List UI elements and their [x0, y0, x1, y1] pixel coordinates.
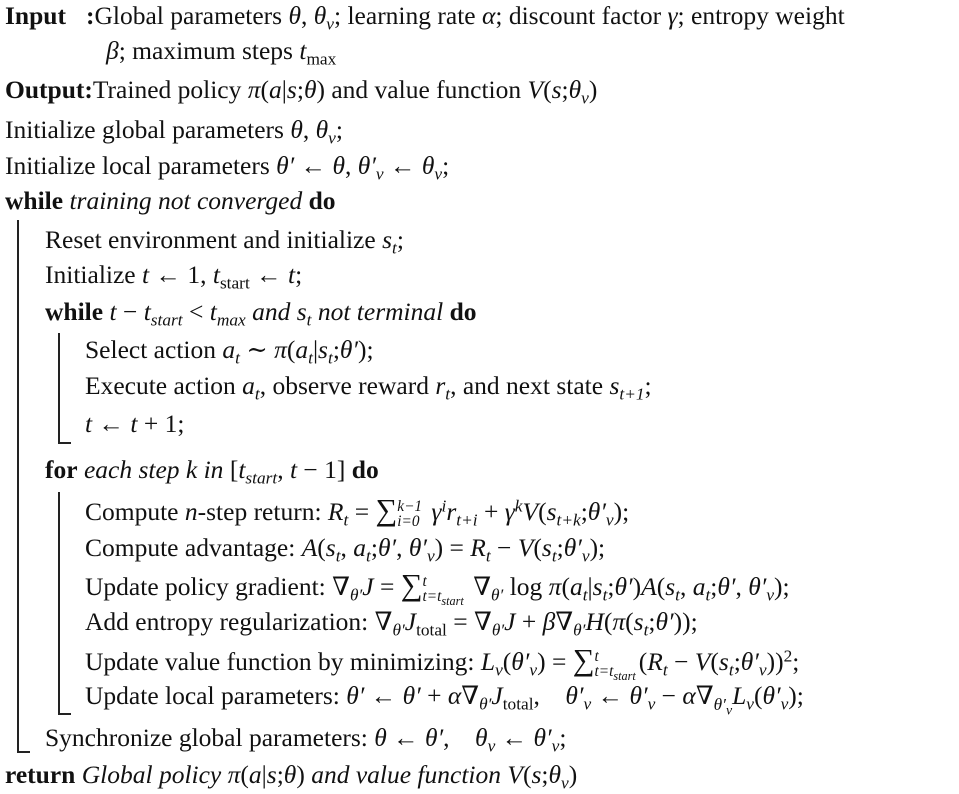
reset-env-line: Reset environment and initialize $s_t$;	[45, 225, 404, 258]
inner-while-rule	[58, 333, 60, 443]
input-line: Input :Global parameters θ, $\theta_v$; learning rate α; discount factor γ; entropy weight	[5, 1, 845, 34]
discount-factor-text: discount factor	[508, 1, 662, 30]
init-local-text: Initialize local parameters	[5, 151, 270, 180]
for-loop-rule	[58, 492, 60, 714]
maximum-steps-text: maximum steps	[132, 36, 293, 65]
while-keyword: while	[5, 186, 64, 215]
start-subscript: start	[219, 273, 250, 293]
do-keyword: do	[449, 297, 477, 326]
execute-action-text: Execute action	[85, 371, 236, 400]
return-keyword: return	[5, 760, 76, 789]
for-condition: each step k in	[83, 455, 224, 484]
next-state-text: and next state	[462, 371, 604, 400]
init-t-line: Initialize t ← 1, $t_{start}$ ← t;	[45, 260, 303, 293]
value-update-line: Update value function by minimizing: $L_v(\theta'_v)$ = ∑ t $t=t_{start}$ ($R_t$ − $V(s_t;\theta'_v))^2$;	[85, 643, 800, 684]
do-keyword: do	[351, 455, 379, 484]
initialize-text: Initialize	[45, 260, 136, 289]
return-value-function-text: and value function	[311, 760, 501, 789]
update-policy-gradient-text: Update policy gradient:	[85, 572, 326, 601]
and-text: and	[252, 297, 291, 326]
return-line: return Global policy π(a|s;θ) and value function $V(s;\theta_v)$	[5, 760, 578, 793]
for-keyword: for	[45, 455, 78, 484]
while-inner-line: while $t - t_{start} < t_{max}$ and $s_t$ not terminal do	[45, 297, 477, 330]
observe-reward-text: observe reward	[272, 371, 429, 400]
select-action-text: Select action	[85, 335, 216, 364]
for-line: for each step k in [$t_{start}$, t − 1] do	[45, 455, 379, 488]
entropy-weight-text: entropy weight	[691, 1, 845, 30]
update-local-text: Update local parameters:	[85, 681, 340, 710]
total-subscript: total	[416, 620, 447, 640]
local-update-line: Update local parameters: θ′ ← $\theta' + \alpha\nabla_{\theta'}J_{total}$, $\theta'_v$ ← $\theta'_v - \alpha\nabla_{\theta'_v}L_v(\theta'_v)$;	[85, 681, 804, 718]
update-value-text: Update value function by minimizing:	[85, 647, 475, 676]
global-policy-text: Global policy	[81, 760, 222, 789]
execute-action-line: Execute action $a_t$, observe reward $r_t$, and next state $s_{t+1}$;	[85, 371, 652, 404]
n-step-return-line: Compute n-step return: $R_t$ = ∑ k−1 i=0 $\gamma^ir_{t+i}$ + $\gamma^kV(s_{t+k};\theta'_v)$;	[85, 493, 630, 531]
compute-advantage-text: Compute advantage:	[85, 533, 296, 562]
value-function-text: and value function	[331, 75, 522, 104]
outer-loop-rule-end	[17, 751, 30, 753]
input-colon: :	[85, 1, 95, 30]
log-text: log	[509, 572, 543, 601]
step-return-text: -step return:	[197, 497, 322, 526]
compute-text: Compute	[85, 497, 179, 526]
while-condition: training not converged	[69, 186, 303, 215]
outer-loop-rule	[17, 220, 19, 752]
advantage-line: Compute advantage: $A(s_t$, $a_t;\theta'$, $\theta'_v) = R_t$ − $V(s_t;\theta'_v)$;	[85, 533, 606, 566]
increment-t-line: t ← t + 1;	[85, 409, 185, 438]
init-global-line: Initialize global parameters θ, $\theta_v$;	[5, 115, 343, 148]
select-action-line: Select action $a_t$ ∼ $\pi(a_t|s_t;\theta')$;	[85, 335, 374, 368]
policy-gradient-line: Update policy gradient: $\nabla_{\theta'}J$ = ∑ t $t=t_{start}$ $\nabla_{\theta'}$ $\log \pi(a_t|s_t;\theta')A(s_t$, $a_t;\theta'$, $\theta'_v$);	[85, 568, 790, 609]
input-line-2: β; maximum steps $t_{max}$	[106, 36, 337, 69]
n-symbol: n	[184, 497, 198, 526]
sync-global-line: Synchronize global parameters: θ ← θ′, $\theta_v$ ← $\theta'_v$;	[45, 723, 567, 756]
add-entropy-text: Add entropy regularization:	[85, 607, 369, 636]
global-params-text: Global parameters	[94, 1, 283, 30]
trained-policy-text: Trained policy	[92, 75, 242, 104]
learning-rate-text: learning rate	[347, 1, 476, 30]
reset-env-text: Reset environment and initialize	[45, 225, 376, 254]
inner-while-rule-end	[58, 442, 71, 444]
output-label: Output	[5, 75, 85, 104]
init-global-text: Initialize global parameters	[5, 115, 284, 144]
do-keyword: do	[308, 186, 336, 215]
while-keyword: while	[45, 297, 104, 326]
output-line: Output:Trained policy π(a|s;θ) and value function $V(s;\theta_v)$	[5, 75, 598, 108]
sync-global-text: Synchronize global parameters:	[45, 723, 368, 752]
init-local-line: Initialize local parameters θ′ ← θ, $\theta'_v$ ← $\theta_v$;	[5, 151, 450, 184]
not-terminal-text: not terminal	[317, 297, 444, 326]
while-outer-line	[5, 186, 336, 216]
input-label: Input	[5, 1, 66, 30]
output-colon: :	[84, 75, 93, 104]
for-loop-rule-end	[58, 713, 71, 715]
max-subscript: max	[306, 49, 337, 69]
entropy-line: Add entropy regularization: $\nabla_{\theta'}J_{total} = \nabla_{\theta'}J$ + $\beta\nabla_{\theta'}H(\pi(s_t;\theta'))$;	[85, 607, 698, 640]
